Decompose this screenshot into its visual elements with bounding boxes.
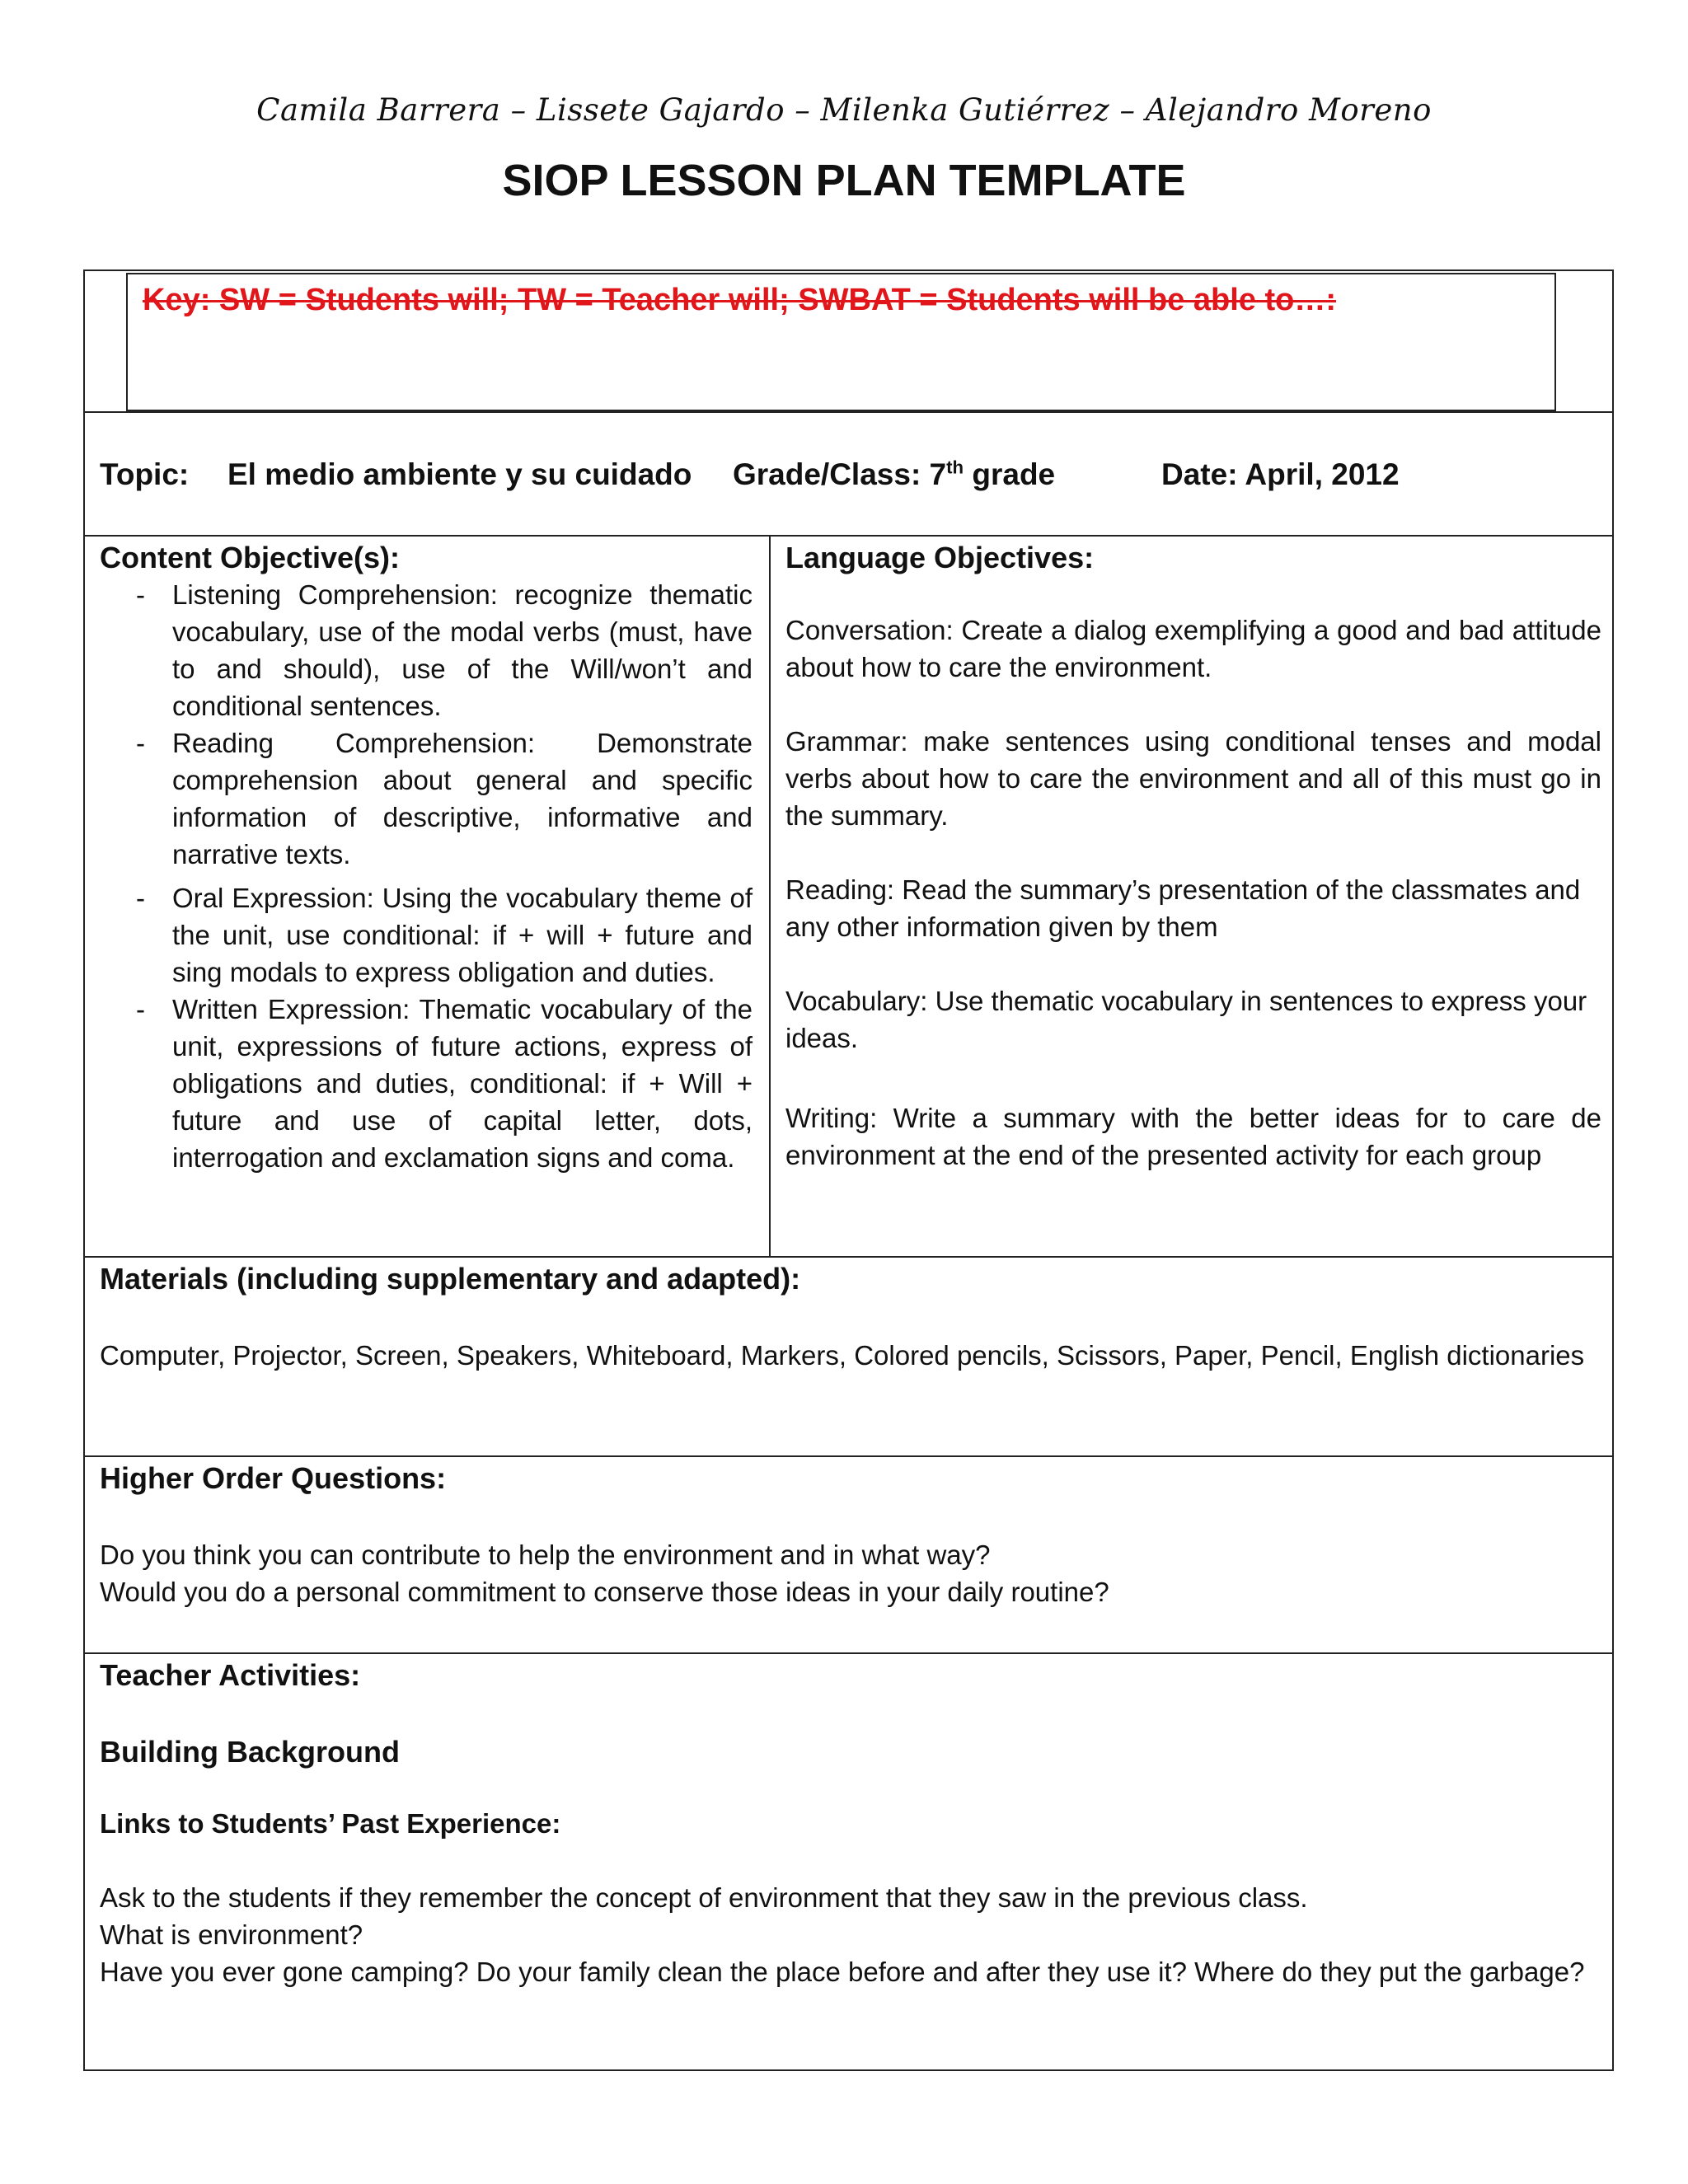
materials-list: Computer, Projector, Screen, Speakers, Whiteboard, Markers, Colored pencils, Scissors, Paper, Pencil, English dictionaries: [100, 1340, 1585, 1371]
objective-grammar: Grammar: make sentences using conditional tenses and modal verbs about how to care the environment and all of this must go in the summary.: [785, 726, 1601, 831]
divider: [85, 1256, 1612, 1258]
authors-line: Camila Barrera – Lissete Gajardo – Milenka Gutiérrez – Alejandro Moreno: [256, 92, 1432, 128]
divider: [85, 1652, 1612, 1654]
divider: [85, 411, 1612, 413]
higher-order-heading: Higher Order Questions:: [100, 1461, 447, 1495]
content-objectives-heading: Content Objective(s):: [100, 541, 401, 574]
grade-class: [733, 457, 1055, 492]
list-item: - Reading Comprehension: Demonstrate comprehension about general and specific information of descriptive, informative and narrative texts.: [100, 724, 753, 873]
content-objectives-list: [100, 576, 753, 1176]
topic-value: El medio ambiente y su cuidado: [227, 457, 692, 491]
key-legend: Key: SW = Students will; TW = Teacher will; SWBAT = Students will be able to…:: [143, 283, 1337, 317]
grade-label: Grade/Class: 7: [733, 457, 947, 491]
building-background-heading: Building Background: [100, 1735, 400, 1769]
list-item: - Oral Expression: Using the vocabulary theme of the unit, use conditional: if + will + future and sing modals to express obligation and duties.: [100, 879, 753, 991]
language-objectives-heading: Language Objectives:: [785, 541, 1095, 574]
activity-line-3: Have you ever gone camping? Do your family clean the place before and after they use it? Where do they put the garbage?: [100, 1957, 1585, 1987]
links-heading: Links to Students’ Past Experience:: [100, 1808, 561, 1839]
objective-reading: Reading: Read the summary’s presentation of the classmates and any other information given by them: [785, 874, 1581, 942]
list-item: - Written Expression: Thematic vocabulary of the unit, expressions of future actions, express of obligations and duties, conditional: if + Will + future and use of capital letter, dots, interrogation and exclamation signs and coma.: [100, 991, 753, 1176]
content-objectives-cell: [100, 539, 753, 1176]
teacher-activities-heading: Teacher Activities:: [100, 1658, 361, 1692]
objective-vocabulary: Vocabulary: Use thematic vocabulary in sentences to express your ideas.: [785, 986, 1587, 1053]
question-1: Do you think you can contribute to help the environment and in what way?: [100, 1540, 991, 1570]
materials-heading: Materials (including supplementary and adapted):: [100, 1262, 801, 1296]
divider: [85, 1455, 1612, 1457]
objective-conversation: Conversation: Create a dialog exemplifying a good and bad attitude about how to care the environment.: [785, 615, 1601, 682]
activity-line-2: What is environment?: [100, 1919, 363, 1950]
key-box: [126, 273, 1556, 411]
materials-cell: [100, 1260, 1600, 1374]
column-divider: [769, 535, 771, 1256]
lesson-plan-table: [83, 269, 1614, 2071]
date-label: Date: April, 2012: [1161, 457, 1400, 491]
topic-label: Topic:: [100, 457, 190, 491]
question-2: Would you do a personal commitment to conserve those ideas in your daily routine?: [100, 1577, 1109, 1607]
higher-order-cell: [100, 1460, 1600, 1610]
objective-writing: Writing: Write a summary with the better ideas for to care de environment at the end of the presented activity for each group: [785, 1103, 1601, 1170]
activity-line-1: Ask to the students if they remember the concept of environment that they saw in the previous class.: [100, 1882, 1308, 1913]
teacher-activities-cell: [100, 1657, 1600, 1990]
language-objectives-cell: [785, 539, 1601, 1174]
page-title: SIOP LESSON PLAN TEMPLATE: [502, 156, 1186, 205]
list-item: - Listening Comprehension: recognize thematic vocabulary, use of the modal verbs (must, have to and should), use of the Will/won’t and conditional sentences.: [100, 576, 753, 724]
grade-sup: th: [946, 457, 964, 478]
grade-suffix: grade: [964, 457, 1056, 491]
divider: [85, 535, 1612, 537]
